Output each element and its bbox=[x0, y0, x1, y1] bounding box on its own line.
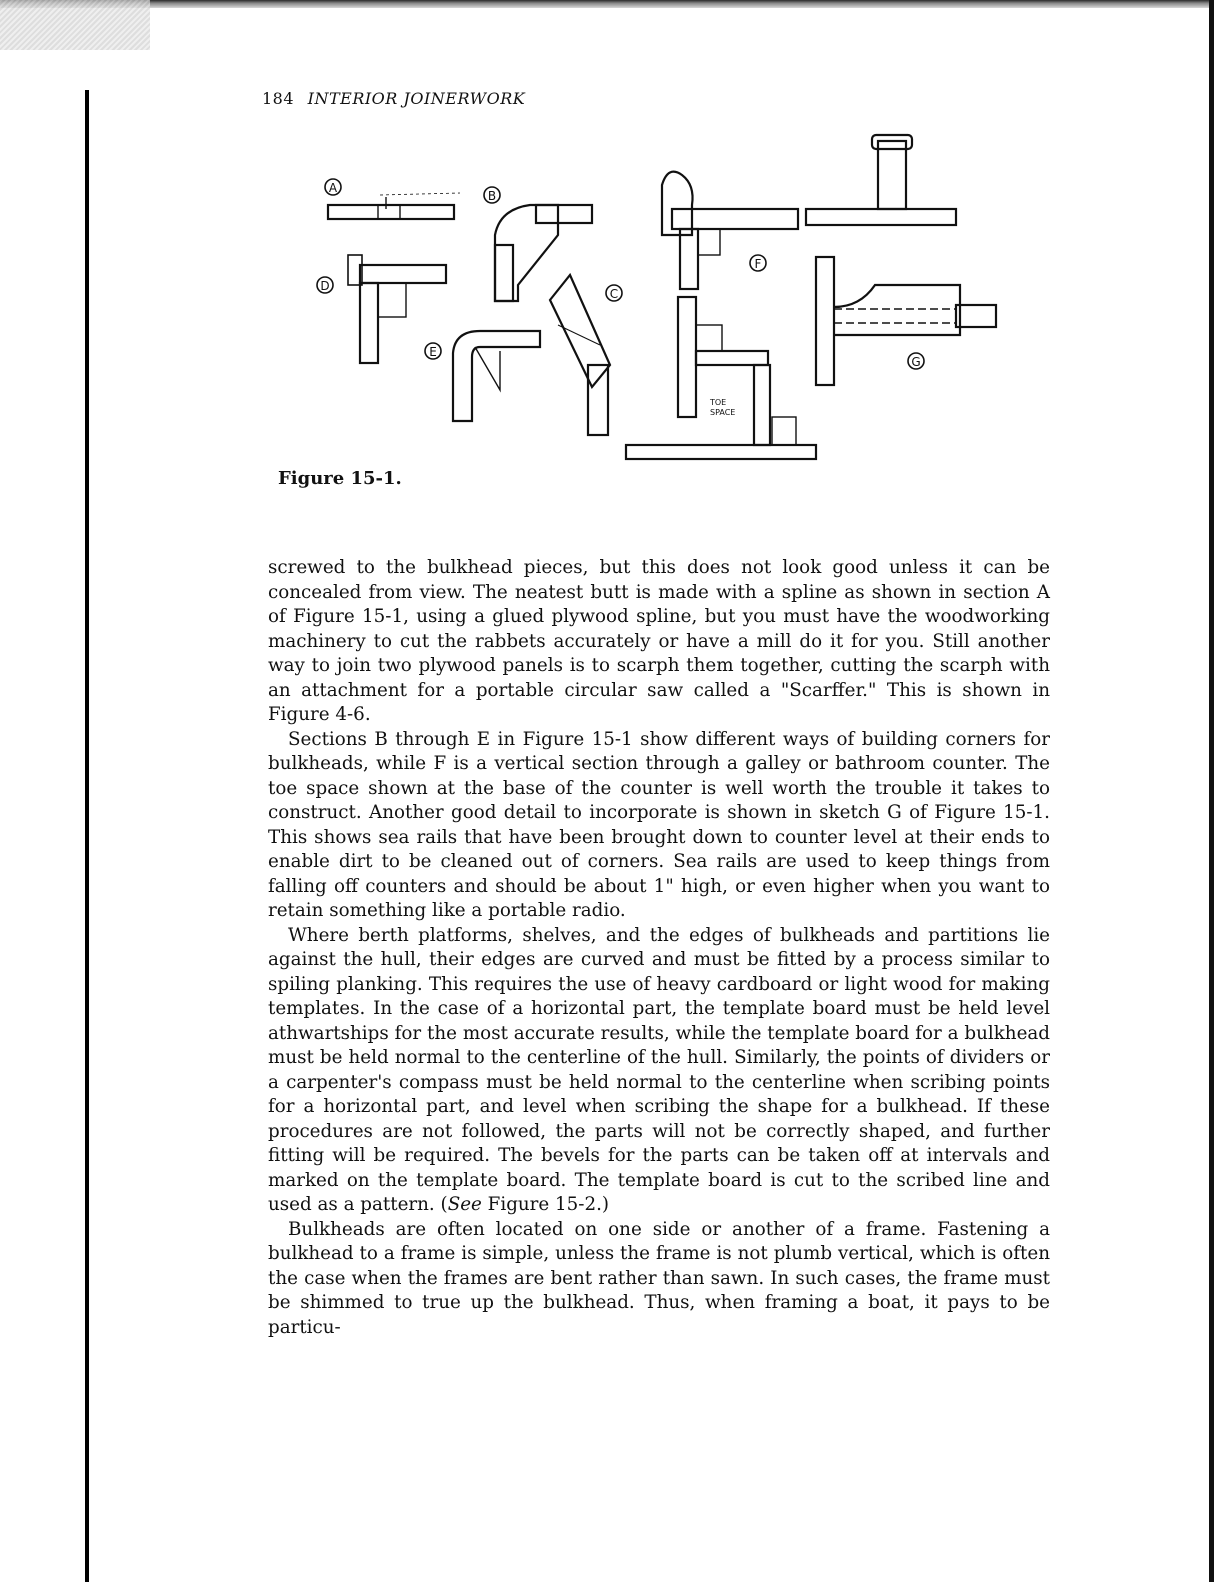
paragraph-1: screwed to the bulkhead pieces, but this does not look good unless it can be concealed from view. The neatest butt is made with a spline as shown in section A of Figure 15-1, using a glued plywood spline, but you must have the woodworking machinery to cut the rabbets accurately or have a mill do it for you. Still another way to join two plywood panels is to scarph them together, cutting the scarph with an attachment for a portable circular saw called a "Scarffer." This is shown in Figure 4-6. bbox=[268, 557, 1050, 725]
scan-edge-left bbox=[85, 90, 89, 1582]
see-reference: See bbox=[447, 1194, 482, 1215]
label-c: C bbox=[609, 287, 619, 301]
scan-edge-right bbox=[1209, 0, 1214, 1582]
paragraph-3-text: Where berth platforms, shelves, and the edges of bulkheads and partitions lie against the hull, their edges are curved and must be fitted by a process similar to spiling planking. This requires the use of heavy cardboard or light wood for making templates. In the case of a horizontal part, the template board must be held level athwartships for the most accurate results, while the template board for a bulkhead must be held normal to the centerline of the hull. Similarly, the points of dividers or a carpenter's compass must be held normal to the centerline when scribing points for a horizontal part, and level when scribing the shape for a bulkhead. If these procedures are not followed, the parts will not be correctly shaped, and further fitting will be required. The bevels for the parts can be taken off at intervals and marked on the template board. The template board is cut to the scribed line and used as a pattern. bbox=[268, 924, 1050, 1215]
figure-caption: Figure 15-1. bbox=[278, 468, 402, 489]
joinery-diagram bbox=[300, 125, 1050, 485]
running-title: INTERIOR JOINERWORK bbox=[307, 89, 526, 108]
figure-15-1 bbox=[300, 125, 1050, 485]
label-a: A bbox=[328, 181, 338, 195]
detail-a bbox=[325, 179, 460, 219]
label-b: B bbox=[487, 189, 497, 203]
label-g: G bbox=[911, 355, 921, 369]
paragraph-4: Bulkheads are often located on one side or another of a frame. Fastening a bulkhead to a frame is simple, unless the frame is not plumb vertical, which is often the case when the frames are bent rather than sawn. In such cases, the frame must be shimmed to true up the bulkhead. Thus, when framing a boat, it pays to be particu- bbox=[268, 1218, 1050, 1338]
scan-smudge bbox=[0, 0, 150, 50]
paragraph-3-tail: Figure 15-2.) bbox=[481, 1194, 610, 1215]
paragraph-2: Sections B through E in Figure 15-1 show different ways of building corners for bulkheads, while F is a vertical section through a galley or bathroom counter. The toe space shown at the base of the counter is well worth the trouble it takes to construct. Another good detail to incorporate is shown in sketch G of Figure 15-1. This shows sea rails that have been brought down to counter level at their ends to enable dirt to be cleaned out of corners. Sea rails are used to keep things from falling off counters and should be about 1" high, or even higher when you want to retain something like a portable radio. bbox=[268, 728, 1050, 921]
detail-b bbox=[484, 187, 592, 301]
body-text bbox=[268, 556, 1050, 1340]
paragraph-3: Where berth platforms, shelves, and the edges of bulkheads and partitions lie against the hull, their edges are curved and must be fitted by a process similar to spiling planking. This requires the use of heavy cardboard or light wood for making templates. In the case of a horizontal part, the template board must be held level athwartships for the most accurate results, while the template board for a bulkhead must be held normal to the centerline of the hull. Similarly, the points of dividers or a carpenter's compass must be held normal to the centerline when scribing points for a horizontal part, and level when scribing the shape for a bulkhead. If these procedures are not followed, the parts will not be correctly shaped, and further fitting will be required. The bevels for the parts can be taken off at intervals and marked on the template board. The template board is cut to the scribed line and used as a pattern. (See Figure 15-2.) bbox=[268, 924, 1050, 1215]
label-f: F bbox=[754, 257, 762, 271]
svg-text:SPACE: SPACE bbox=[710, 408, 736, 417]
detail-f-top bbox=[806, 135, 956, 225]
running-head bbox=[262, 89, 525, 108]
detail-c bbox=[550, 275, 622, 435]
label-d: D bbox=[320, 279, 330, 293]
label-e: E bbox=[429, 345, 437, 359]
detail-f bbox=[626, 172, 816, 459]
page-number: 184 bbox=[262, 89, 295, 108]
scan-edge-top bbox=[0, 0, 1214, 8]
svg-text:TOE: TOE bbox=[710, 398, 727, 407]
detail-g bbox=[816, 257, 996, 385]
detail-e bbox=[425, 331, 540, 421]
